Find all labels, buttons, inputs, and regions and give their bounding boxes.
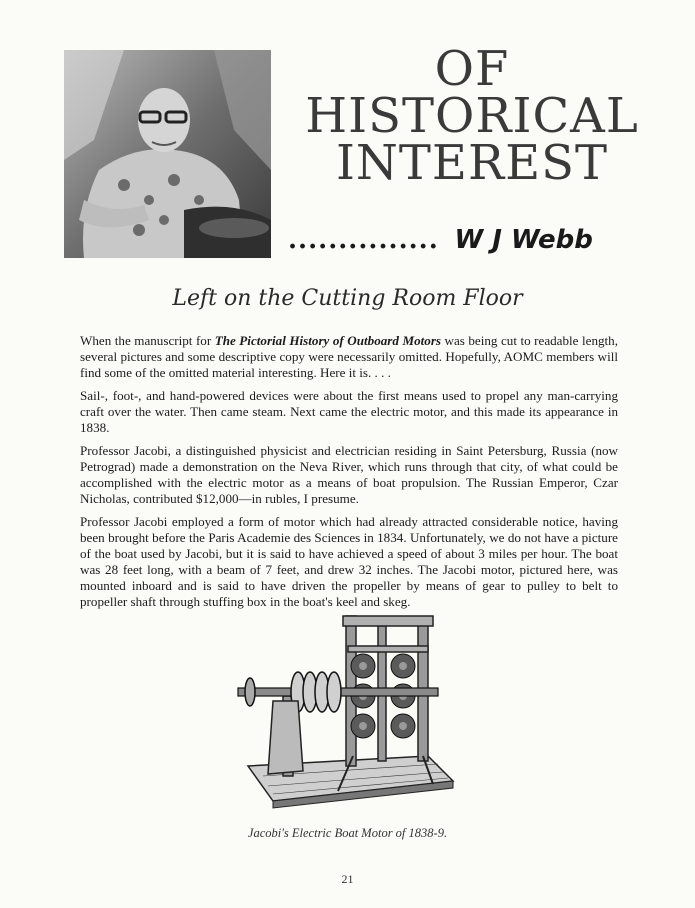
page-number: 21 xyxy=(341,872,354,886)
paragraph xyxy=(80,333,618,381)
author-photo xyxy=(64,50,271,258)
author-name: W J Webb xyxy=(454,225,593,255)
byline-leader-dots: ............... xyxy=(288,225,439,255)
title-line: OF xyxy=(434,41,510,97)
byline xyxy=(288,222,638,255)
book-title: The Pictorial History of Outboard Motors xyxy=(214,333,442,348)
paragraph-text: When the manuscript for xyxy=(80,333,215,348)
paragraph-text: was being cut to readable length, several pictures and some descriptive copy were necessarily omitted. Hopefully, AOMC members will find some of the omitted material interesting. Here it is. . . . xyxy=(80,333,618,380)
paragraph: Professor Jacobi, a distinguished physicist and electrician residing in Saint Petersburg, Russia (now Petrograd) made a demonstration on the Neva River, which runs through that city, of what could be accomplished with the electric motor as a means of boat propulsion. The Russian Emperor, Czar Nicholas, contributed $12,000—in rubles, I presume. xyxy=(80,443,618,506)
paragraph: Sail-, foot-, and hand-powered devices were about the first means used to propel any man-carrying craft over the water. Then came steam. Next came the electric motor, and this made its appearance in 1838. xyxy=(80,388,618,435)
title-line: INTEREST xyxy=(335,135,609,191)
figure-caption: Jacobi's Electric Boat Motor of 1838-9. xyxy=(247,826,448,840)
paragraph: Professor Jacobi employed a form of motor which had already attracted considerable notice, having been brought before the Paris Academie des Sciences in 1834. Unfortunately, we do not have a picture of the boat used by Jacobi, but it is said to have achieved a speed of about 3 miles per hour. The boat was 28 feet long, with a beam of 7 feet, and drew 32 inches. The Jacobi motor, pictured here, was mounted inboard and is said to have driven the propeller by means of gear to pulley to belt to propeller shaft through stuffing box in the boat's keel and skeg. xyxy=(80,514,618,609)
article-heading: Left on the Cutting Room Floor xyxy=(172,286,523,311)
section-title xyxy=(282,41,662,191)
article-body xyxy=(80,333,618,617)
title-line: HISTORICAL xyxy=(305,88,639,144)
motor-engraving xyxy=(228,606,458,816)
